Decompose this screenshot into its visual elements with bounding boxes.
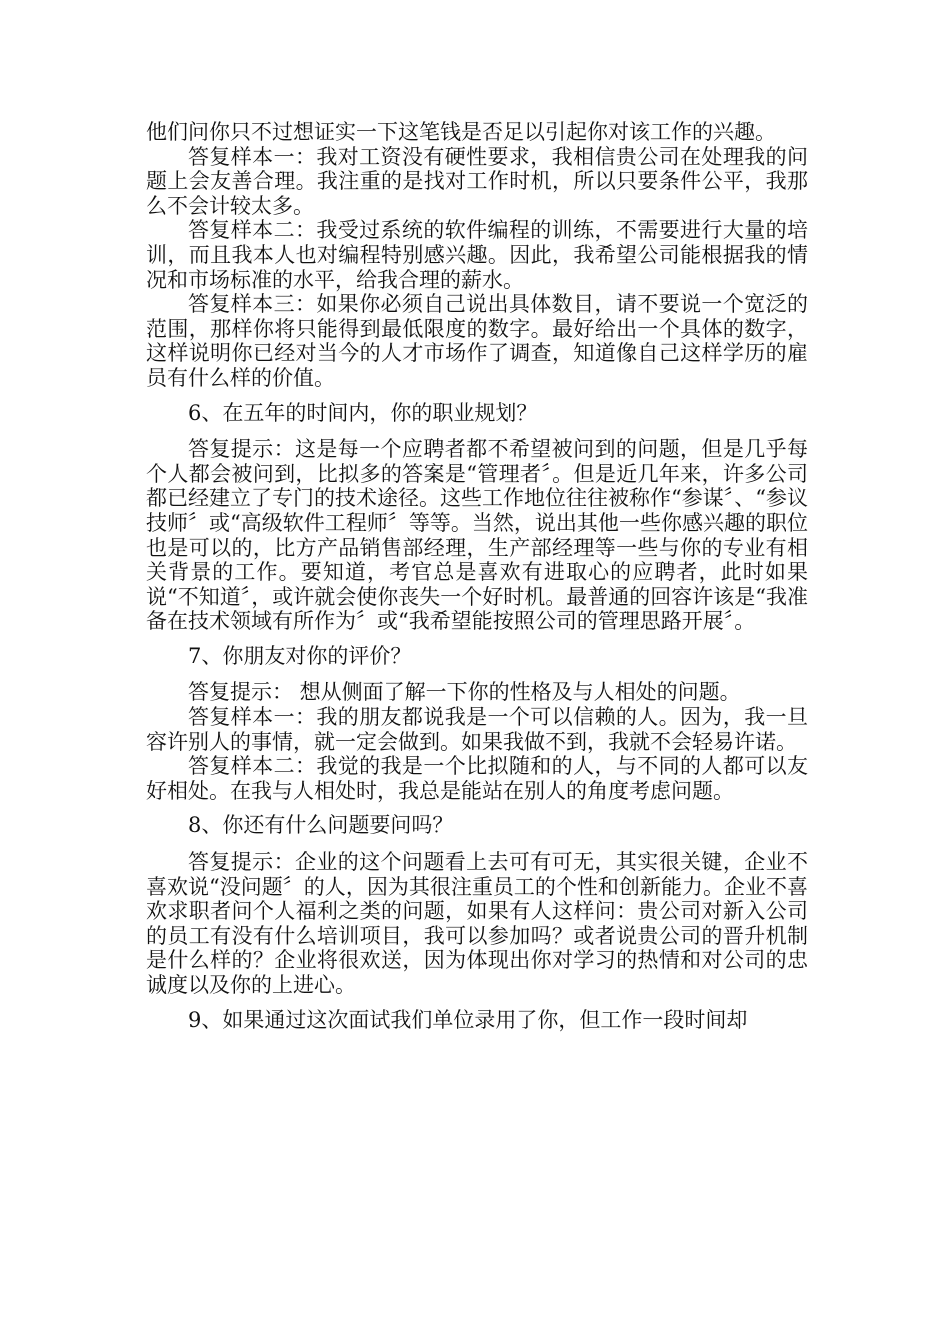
paragraph-sample-one: 答复样本一：我对工资没有硬性要求，我相信贵公司在处理我的问题上会友善合理。我注重的是找对工作时机，所以只要条件公平，我那么不会计较太多。 [146,144,808,218]
question-9-heading: 9、如果通过这次面试我们单位录用了你，但工作一段时间却 [188,1007,748,1032]
paragraph-q6-hint: 答复提示：这是每一个应聘者都不希望被问到的问题，但是几乎每个人都会被问到，比拟多的答案是“管理者〞。但是近几年来，许多公司都已经建立了专门的技术途径。这些工作地位往往被称作“参谋〞、“参议技师〞或“高级软件工程师〞等等。当然，说出其他一些你感兴趣的职位也是可以的，比方产品销售部经理，生产部经理等一些与你的专业有相关背景的工作。要知道，考官总是喜欢有进取心的应聘者，此时如果说“不知道〞，或许就会使你丧失一个好时机。最普通的回容许该是“我准备在技术领域有所作为〞或“我希望能按照公司的管理思路开展〞。 [146,437,808,634]
question-8-heading: 8、你还有什么问题要问吗？ [188,813,454,838]
paragraph-q8-hint: 答复提示：企业的这个问题看上去可有可无，其实很关键，企业不喜欢说“没问题〞的人，因为其很注重员工的个性和创新能力。企业不喜欢求职者问个人福利之类的问题，如果有人这样问：贵公司对新入公司的员工有没有什么培训项目，我可以参加吗？或者说贵公司的晋升机制是什么样的？企业将很欢送，因为体现出你对学习的热情和对公司的忠诚度以及你的上进心。 [146,850,808,997]
question-6-heading: 6、在五年的时间内，你的职业规划？ [188,400,538,425]
paragraph-q7-sample-one: 答复样本一：我的朋友都说我是一个可以信赖的人。因为，我一旦容许别人的事情，就一定会做到。如果我做不到，我就不会轻易许诺。 [146,705,808,754]
paragraph-sample-three: 答复样本三：如果你必须自己说出具体数目，请不要说一个宽泛的范围，那样你将只能得到最低限度的数字。最好给出一个具体的数字，这样说明你已经对当今的人才市场作了调查，知道像自己这样学历的雇员有什么样的价值。 [146,292,808,390]
paragraph-q7-sample-two: 答复样本二：我觉的我是一个比拟随和的人，与不同的人都可以友好相处。在我与人相处时，我总是能站在别人的角度考虑问题。 [146,754,808,803]
question-7-heading: 7、你朋友对你的评价？ [188,643,412,668]
document-page [146,120,808,1044]
paragraph-sample-two: 答复样本二：我受过系统的软件编程的训练，不需要进行大量的培训，而且我本人也对编程特别感兴趣。因此，我希望公司能根据我的情况和市场标准的水平，给我合理的薪水。 [146,218,808,292]
paragraph-q7-hint: 答复提示： 想从侧面了解一下你的性格及与人相处的问题。 [188,680,741,705]
paragraph-salary-intro: 他们问你只不过想证实一下这笔钱是否足以引起你对该工作的兴趣。 [146,120,776,144]
